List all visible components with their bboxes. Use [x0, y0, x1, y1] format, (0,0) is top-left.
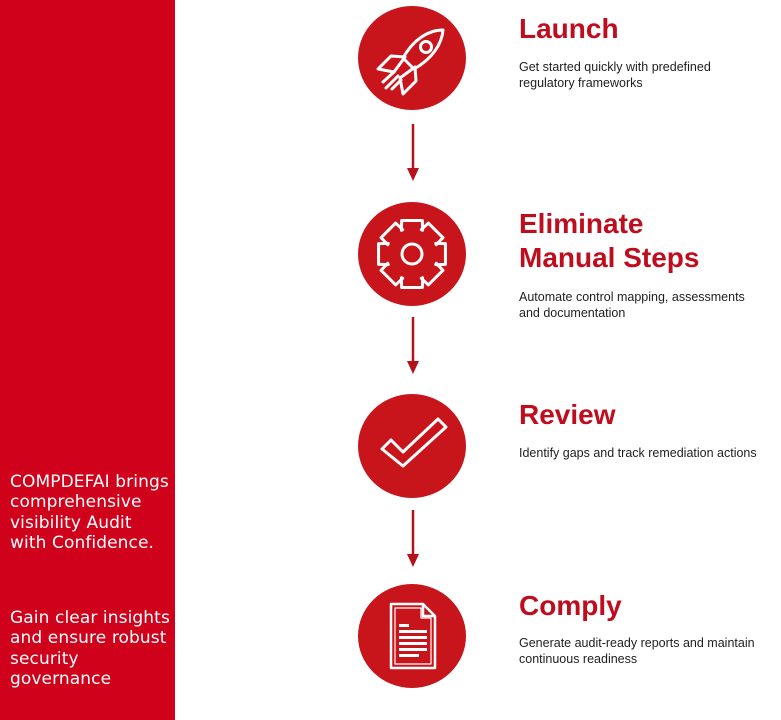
- flow-arrow-1: [405, 124, 421, 181]
- sidebar-panel: [0, 0, 175, 720]
- gear-icon: [358, 202, 466, 306]
- step-comply-circle: [358, 584, 466, 688]
- step-eliminate-title-line1: Eliminate: [519, 208, 644, 239]
- step-comply-title: Comply: [519, 590, 622, 621]
- sidebar-summary-text: Gain clear insights and ensure robust security governance: [10, 608, 170, 690]
- step-eliminate-title: [519, 207, 699, 275]
- step-eliminate-description: Automate control mapping, assessments and documentation: [519, 290, 745, 320]
- checkmark-icon: [358, 394, 466, 498]
- step-launch-circle: [358, 6, 466, 110]
- document-icon: [358, 584, 466, 688]
- step-launch-title: Launch: [519, 13, 619, 44]
- step-review-circle: [358, 394, 466, 498]
- step-review-description: Identify gaps and track remediation actions: [519, 446, 757, 460]
- sidebar-intro-text: COMPDEFAI brings comprehensive visibility Audit with Confidence.: [10, 472, 169, 554]
- rocket-icon: [358, 6, 466, 110]
- step-review-title: Review: [519, 399, 616, 430]
- step-eliminate-circle: [358, 202, 466, 306]
- step-launch-description: Get started quickly with predefined regulatory frameworks: [519, 60, 711, 90]
- step-comply-description: Generate audit-ready reports and maintain continuous readiness: [519, 636, 755, 666]
- step-eliminate-title-line2: Manual Steps: [519, 242, 700, 273]
- flow-arrow-2: [405, 317, 421, 374]
- flow-arrow-3: [405, 510, 421, 567]
